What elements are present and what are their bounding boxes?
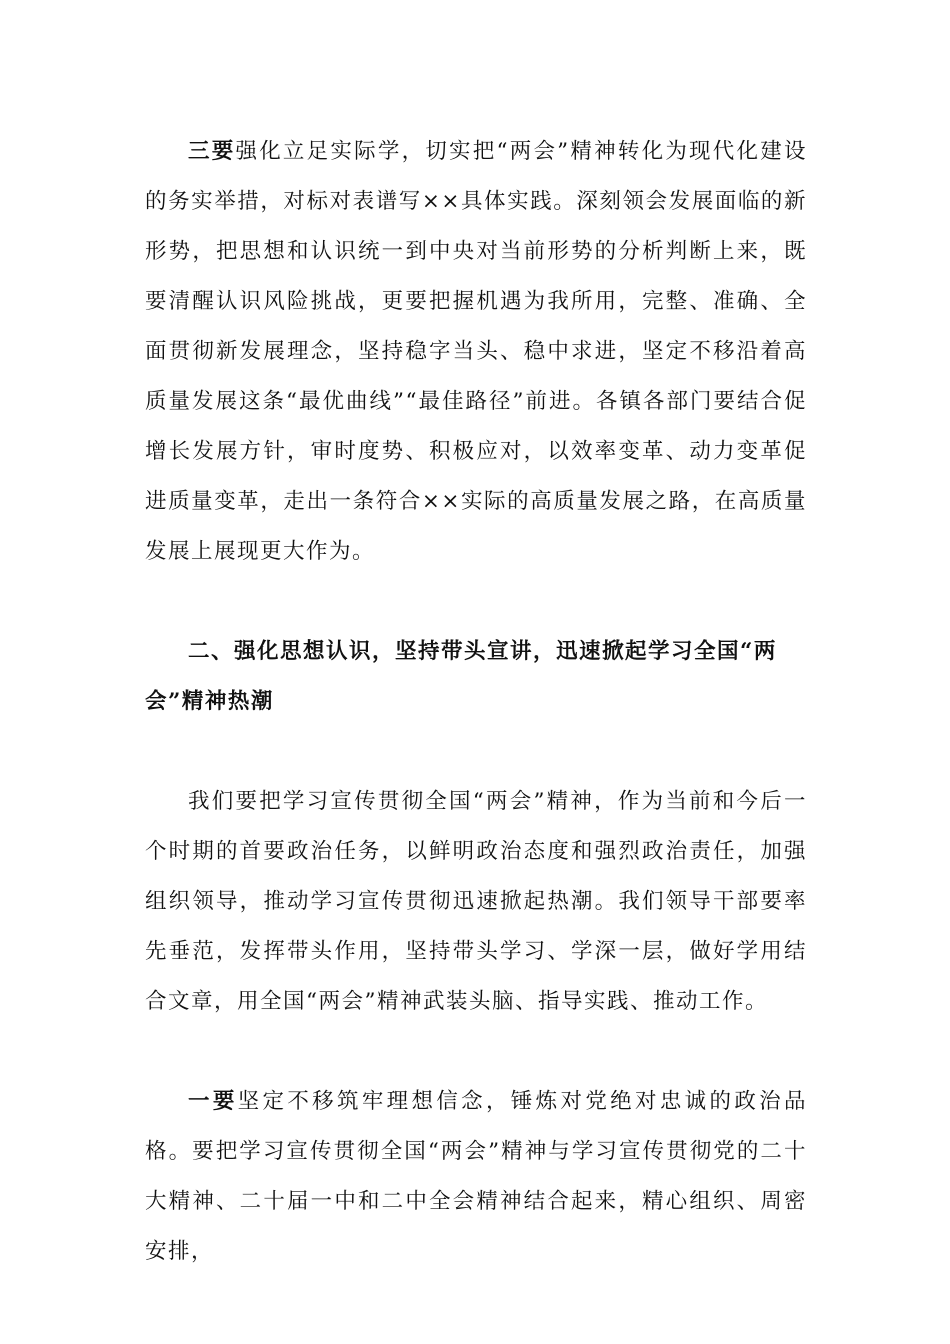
document-page bbox=[145, 127, 807, 1277]
paragraph-three-requirements bbox=[145, 127, 807, 577]
paragraph-one-requirement bbox=[145, 1077, 807, 1277]
paragraph-leadership: 我们要把学习宣传贯彻全国“两会”精神，作为当前和今后一个时期的首要政治任务，以鲜明政治态度和强烈政治责任，加强组织领导，推动学习宣传贯彻迅速掀起热潮。我们领导干部要率先垂范，发挥带头作用，坚持带头学习、学深一层，做好学用结合文章，用全国“两会”精神武装头脑、指导实践、推动工作。 bbox=[145, 789, 807, 1014]
paragraph-lead-one: 一要 bbox=[188, 1089, 238, 1114]
section-heading-two: 二、强化思想认识，坚持带头宣讲，迅速掀起学习全国“两会”精神热潮 bbox=[145, 639, 777, 714]
paragraph-body: 坚定不移筑牢理想信念，锤炼对党绝对忠诚的政治品格。要把学习宣传贯彻全国“两会”精神与学习宣传贯彻党的二十大精神、二十届一中和二中全会精神结合起来，精心组织、周密安排， bbox=[145, 1089, 807, 1264]
paragraph-lead-three: 三要 bbox=[188, 139, 236, 164]
paragraph-body: 强化立足实际学，切实把“两会”精神转化为现代化建设的务实举措，对标对表谱写××具体实践。深刻领会发展面临的新形势，把思想和认识统一到中央对当前形势的分析判断上来，既要清醒认识风险挑战，更要把握机遇为我所用，完整、准确、全面贯彻新发展理念，坚持稳字当头、稳中求进，坚定不移沿着高质量发展这条“最优曲线”“最佳路径”前进。各镇各部门要结合促增长发展方针，审时度势、积极应对，以效率变革、动力变革促进质量变革，走出一条符合××实际的高质量发展之路，在高质量发展上展现更大作为。 bbox=[145, 139, 807, 564]
